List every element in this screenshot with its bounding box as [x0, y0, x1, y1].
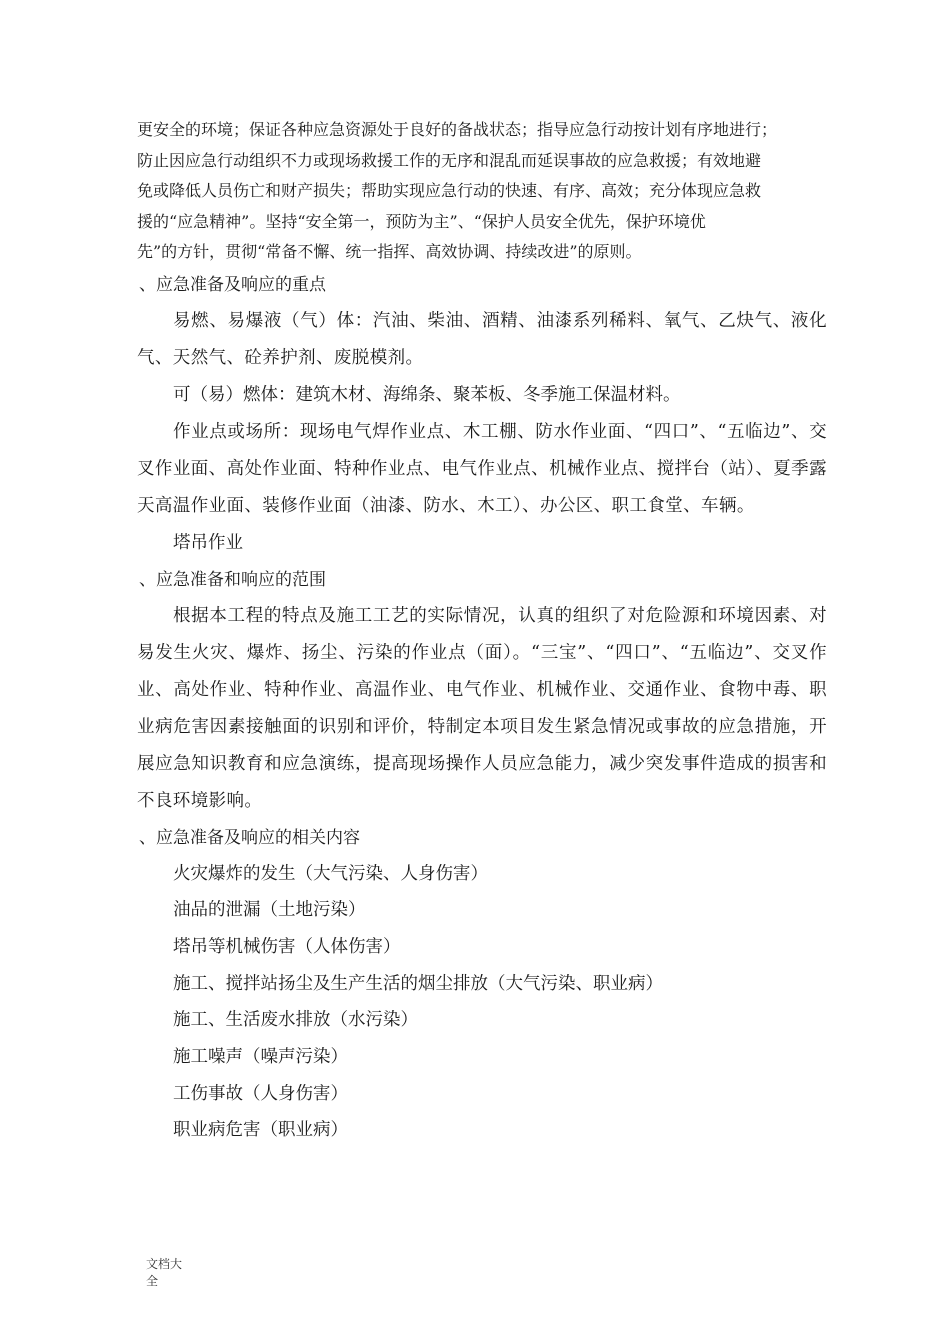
crane-operation-line: 塔吊作业 — [173, 532, 243, 553]
footer-line: 全 — [146, 1274, 159, 1288]
worksites-paragraph: 作业点或场所：现场电气焊作业点、木工棚、防水作业面、“四口”、“五临边”、交叉作业面、高处作业面、特种作业点、电气作业点、机械作业点、搅拌台（站）、夏季露天高温作业面、装修作业面（油漆、防水、木工）、办公区、职工食堂、车辆。 — [137, 421, 827, 516]
list-item: 施工噪声（噪声污染） — [173, 1047, 348, 1068]
list-item: 工伤事故（人身伤害） — [173, 1083, 348, 1104]
list-item: 火灾爆炸的发生（大气污染、人身伤害） — [173, 863, 488, 884]
intro-line: 援的“应急精神”。坚持“安全第一，预防为主”、“保护人员安全优先，保护环境优 — [137, 211, 706, 231]
list-item: 职业病危害（职业病） — [173, 1120, 348, 1141]
intro-line: 先”的方针，贯彻“常备不懈、统一指挥、高效协调、持续改进”的原则。 — [137, 242, 642, 261]
flammable-paragraph: 易燃、易爆液（气）体：汽油、柴油、酒精、油漆系列稀料、氧气、乙炔气、液化气、天然气、砼养护剂、废脱模剂。 — [137, 311, 827, 368]
scope-paragraph: 根据本工程的特点及施工工艺的实际情况，认真的组织了对危险源和环境因素、对易发生火灾、爆炸、扬尘、污染的作业点（面）。“三宝”、“四口”、“五临边”、交叉作业、高处作业、特种作业、高温作业、电气作业、机械作业、交通作业、食物中毒、职业病危害因素接触面的识别和评价，特制定本项目发生紧急情况或事故的应急措施，开展应急知识教育和应急演练，提高现场操作人员应急能力，减少突发事件造成的损害和不良环境影响。 — [137, 605, 827, 811]
intro-line: 防止因应急行动组织不力或现场救援工作的无序和混乱而延误事故的应急救援；有效地避 — [137, 150, 762, 170]
intro-paragraph — [137, 115, 817, 268]
section-heading-scope: 、应急准备和响应的范围 — [139, 569, 326, 590]
footer-line: 文档大 — [146, 1257, 183, 1271]
list-item: 塔吊等机械伤害（人体伤害） — [173, 936, 401, 957]
page-footer — [146, 1256, 186, 1290]
combustible-paragraph: 可（易）燃体：建筑木材、海绵条、聚苯板、冬季施工保温材料。 — [173, 385, 681, 405]
content-list — [137, 856, 827, 1150]
list-item: 施工、搅拌站扬尘及生产生活的烟尘排放（大气污染、职业病） — [173, 973, 663, 994]
document-body — [137, 267, 827, 1149]
list-item: 油品的泄漏（土地污染） — [173, 900, 366, 921]
intro-line: 更安全的环境；保证各种应急资源处于良好的备战状态；指导应急行动按计划有序地进行； — [137, 120, 778, 139]
section-heading-focus: 、应急准备及响应的重点 — [139, 275, 326, 295]
section-heading-content: 、应急准备及响应的相关内容 — [139, 827, 360, 848]
list-item: 施工、生活废水排放（水污染） — [173, 1010, 418, 1031]
intro-line: 免或降低人员伤亡和财产损失；帮助实现应急行动的快速、有序、高效；充分体现应急救 — [137, 181, 762, 200]
